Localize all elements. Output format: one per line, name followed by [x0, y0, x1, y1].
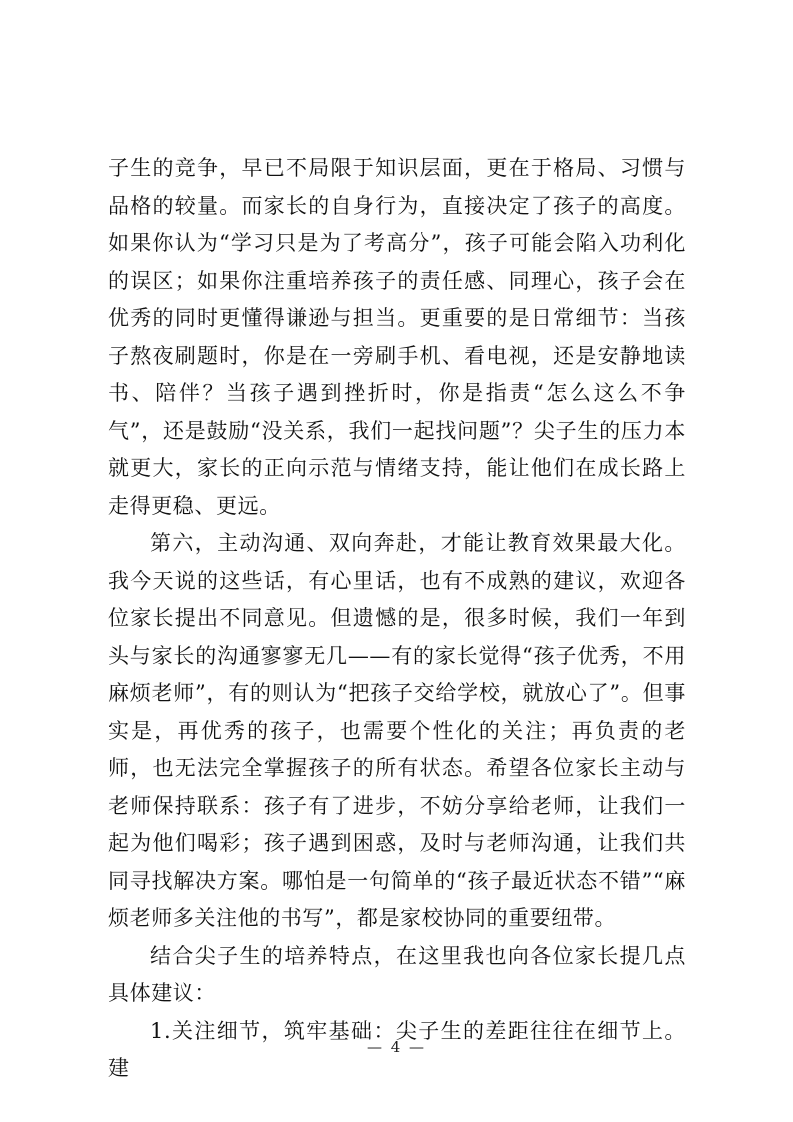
document-body: [108, 150, 686, 1088]
paragraph-suggestions-intro: 结合尖子生的培养特点，在这里我也向各位家长提几点具体建议：: [108, 943, 686, 1005]
paragraph-suggestion-1: 1.关注细节，筑牢基础：尖子生的差距往往在细节上。建: [108, 1018, 686, 1080]
paragraph-sixth-point: 第六，主动沟通、双向奔赴，才能让教育效果最大化。我今天说的这些话，有心里话，也有不成熟的建议，欢迎各位家长提出不同意见。但遗憾的是，很多时候，我们一年到头与家长的沟通寥寥无几——有的家长觉得“孩子优秀，不用麻烦老师”，有的则认为“把孩子交给学校，就放心了”。但事实是，再优秀的孩子，也需要个性化的关注；再负责的老师，也无法完全掌握孩子的所有状态。希望各位家长主动与老师保持联系：孩子有了进步，不妨分享给老师，让我们一起为他们喝彩；孩子遇到困惑，及时与老师沟通，让我们共同寻找解决方案。哪怕是一句简单的“孩子最近状态不错”“麻烦老师多关注他的书写”，都是家校协同的重要纽带。: [108, 531, 686, 930]
paragraph-continuation: 子生的竞争，早已不局限于知识层面，更在于格局、习惯与品格的较量。而家长的自身行为，直接决定了孩子的高度。如果你认为“学习只是为了考高分”，孩子可能会陷入功利化的误区；如果你注重培养孩子的责任感、同理心，孩子会在优秀的同时更懂得谦逊与担当。更重要的是日常细节：当孩子熬夜刷题时，你是在一旁刷手机、看电视，还是安静地读书、陪伴？当孩子遇到挫折时，你是指责“怎么这么不争气”，还是鼓励“没关系，我们一起找问题”？尖子生的压力本就更大，家长的正向示范与情绪支持，能让他们在成长路上走得更稳、更远。: [108, 156, 686, 518]
page-number: — 4 —: [366, 1038, 427, 1056]
